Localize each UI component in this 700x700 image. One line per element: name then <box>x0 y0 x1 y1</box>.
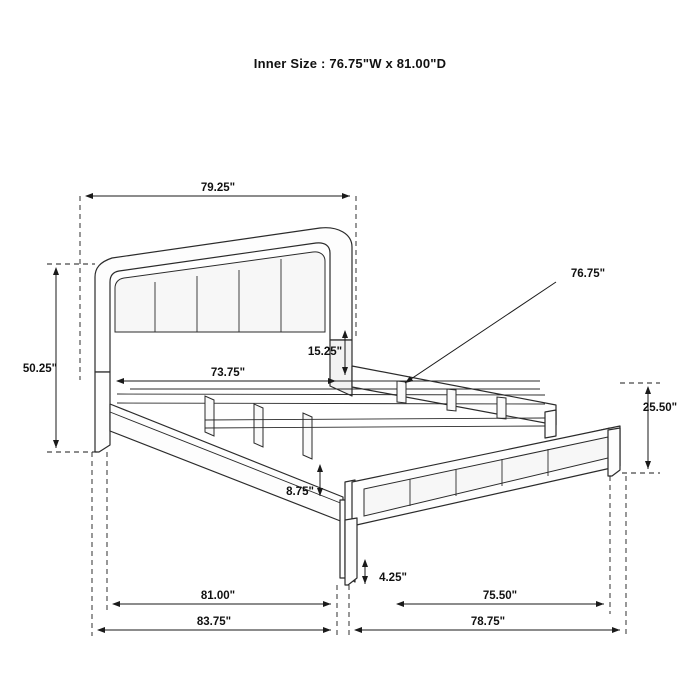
dim-label-overall-length: 83.75" <box>196 616 232 628</box>
dim-label-inner-width: 76.75" <box>570 268 606 280</box>
bed-illustration <box>95 228 620 585</box>
dim-label-footboard-inner-width: 75.50" <box>482 590 518 602</box>
dim-label-overall-height: 50.25" <box>22 363 58 375</box>
footboard-left-leg <box>345 518 357 585</box>
dim-label-leg-clearance: 4.25" <box>379 572 407 584</box>
dim-label-headboard-width: 79.25" <box>200 182 236 194</box>
footboard-right-leg <box>608 428 620 476</box>
leader-line-inner-width <box>405 282 556 383</box>
dim-label-panel-height: 15.25" <box>307 346 343 358</box>
rear-right-leg <box>545 410 556 438</box>
page-title: Inner Size : 76.75"W x 81.00"D <box>253 56 447 71</box>
dim-label-footboard-height: 25.50" <box>642 402 678 414</box>
dim-label-inner-length: 81.00" <box>200 590 236 602</box>
headboard-left-leg <box>95 372 110 452</box>
dim-label-rail-height: 8.75" <box>286 486 314 498</box>
dim-label-footboard-outer-width: 78.75" <box>470 616 506 628</box>
dim-label-panel-width: 73.75" <box>210 367 246 379</box>
